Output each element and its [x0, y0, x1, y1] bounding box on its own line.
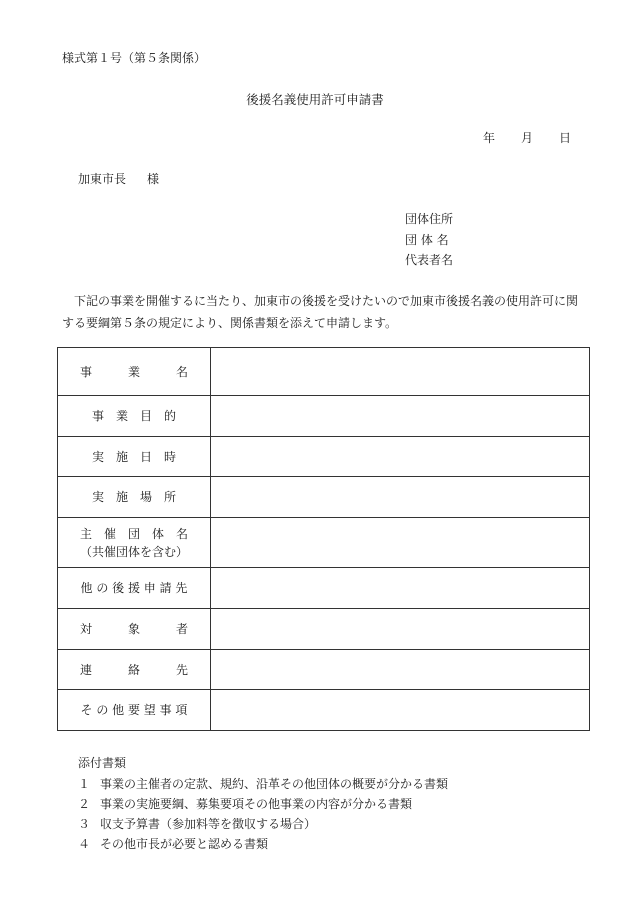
table-row-target [58, 609, 590, 650]
date-day-label: 日 [559, 131, 572, 145]
row-label: 実 施 場 所 [58, 477, 211, 518]
addressee-name: 加東市長 [78, 172, 127, 186]
attachment-number: １ [78, 777, 91, 791]
table-row-contact [58, 650, 590, 690]
row-label: 連 絡 先 [58, 650, 211, 690]
other-requests-field[interactable] [211, 690, 590, 731]
table-row-purpose [58, 396, 590, 437]
attachments-heading: 添付書類 [78, 756, 127, 770]
target-audience-field[interactable] [211, 609, 590, 650]
row-label: 他 の 後 援 申 請 先 [58, 568, 211, 609]
application-form-table [57, 347, 590, 731]
row-label: そ の 他 要 望 事 項 [58, 690, 211, 731]
row-label: 事 業 目 的 [58, 396, 211, 437]
attachment-text: 事業の実施要綱、募集要項その他事業の内容が分かる書類 [100, 797, 413, 811]
table-row-datetime [58, 437, 590, 477]
contact-field[interactable] [211, 650, 590, 690]
attachment-text: 事業の主催者の定款、規約、沿革その他団体の概要が分かる書類 [100, 777, 449, 791]
attachment-text: その他市長が必要と認める書類 [100, 837, 269, 851]
date-year-label: 年 [483, 131, 496, 145]
row-label: 主 催 団 体 名 [79, 526, 188, 541]
organizer-label-cell [58, 518, 211, 568]
attachment-item [78, 817, 316, 831]
table-row-requests [58, 690, 590, 731]
event-datetime-field[interactable] [211, 437, 590, 477]
application-body-text: 下記の事業を開催するに当たり、加東市の後援を受けたいので加東市後援名義の使用許可に関する要綱第５条の規定により、関係書類を添えて申請します。 [62, 294, 579, 330]
event-name-field[interactable] [211, 348, 590, 396]
table-row-other-sponsors [58, 568, 590, 609]
attachment-number: ２ [78, 797, 91, 811]
table-row-organizer [58, 518, 590, 568]
date-month-label: 月 [521, 131, 534, 145]
row-label: 実 施 日 時 [58, 437, 211, 477]
form-number: 様式第１号（第５条関係） [62, 51, 207, 65]
table-row-event-name [58, 348, 590, 396]
row-sublabel: （共催団体を含む） [79, 544, 188, 559]
event-purpose-field[interactable] [211, 396, 590, 437]
attachment-number: ３ [78, 817, 91, 831]
addressee [78, 172, 159, 186]
attachment-item [78, 777, 448, 791]
attachment-number: ４ [78, 837, 91, 851]
row-label: 事 業 名 [58, 348, 211, 396]
other-sponsors-field[interactable] [211, 568, 590, 609]
attachment-item [78, 797, 412, 811]
applicant-address-label: 団体住所 [405, 212, 454, 226]
attachment-item [78, 837, 268, 851]
row-label: 対 象 者 [58, 609, 211, 650]
addressee-honorific: 様 [147, 172, 160, 186]
event-venue-field[interactable] [211, 477, 590, 518]
applicant-name-label: 団 体 名 [405, 233, 449, 247]
organizer-field[interactable] [211, 518, 590, 568]
document-title: 後援名義使用許可申請書 [246, 92, 384, 107]
applicant-representative-label: 代表者名 [405, 253, 454, 267]
table-row-venue [58, 477, 590, 518]
attachment-text: 収支予算書（参加料等を徴収する場合） [100, 817, 317, 831]
